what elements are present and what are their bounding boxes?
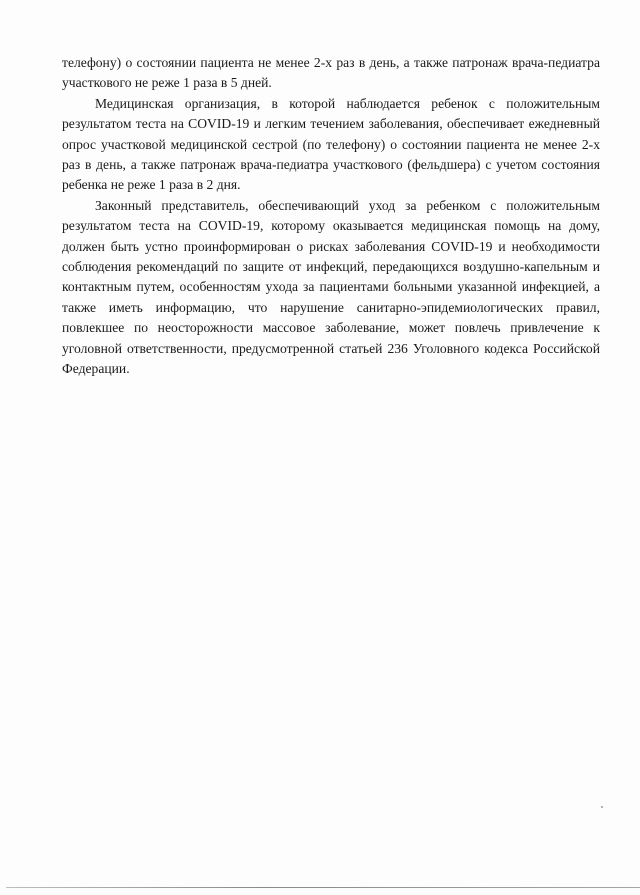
- scan-bottom-edge: [6, 887, 640, 888]
- paragraph-legal-representative: Законный представитель, обеспечивающий уход за ребенком с положительным результатом теста на COVID-19, которому оказывается медицинская помощь на дому, должен быть устно проинформирован о рисках заболевания COVID-19 и необходимости соблюдения рекомендаций по защите от инфекций, передающихся воздушно-капельным и контактным путем, особенностям ухода за пациентами больными указанной инфекцией, а также иметь информацию, что нарушение санитарно-эпидемиологических правил, повлекшее по неосторожности массовое заболевание, может повлечь привлечение к уголовной ответственности, предусмотренной статьей 236 Уголовного кодекса Российской Федерации.: [62, 197, 600, 377]
- paragraph-continuation: телефону) о состоянии пациента не менее 2-х раз в день, а также патронаж врача-педиатра участкового не реже 1 раза в 5 дней.: [62, 55, 600, 91]
- scan-speck: [601, 806, 603, 808]
- paragraph-medical-organization: Медицинская организация, в которой наблюдается ребенок с положительным результатом теста на COVID-19 и легким течением заболевания, обеспечивает ежедневный опрос участковой медицинской сестрой (по телефону) о состоянии пациента не менее 2-х раз в день, а также патронаж врача-педиатра участкового (фельдшера) с учетом состояния ребенка не реже 1 раза в 2 дня.: [62, 95, 600, 193]
- document-body: [62, 53, 600, 380]
